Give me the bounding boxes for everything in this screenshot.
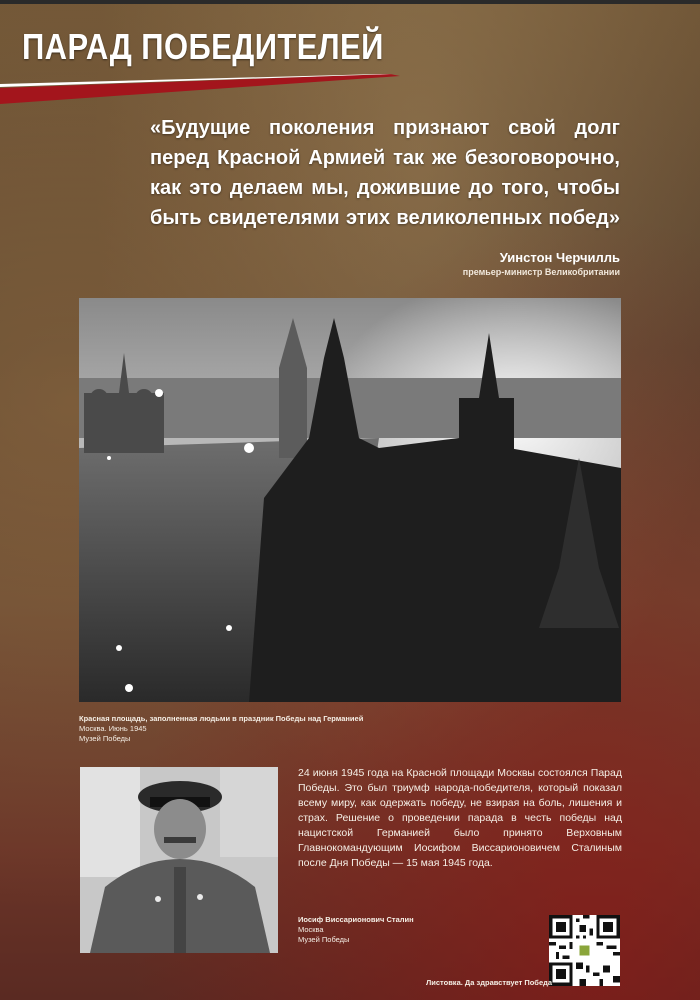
main-photo-caption (79, 714, 363, 744)
portrait-caption-title: Иосиф Виссарионович Сталин (298, 915, 414, 924)
quote-author-name: Уинстон Черчилль (499, 250, 620, 265)
portrait-caption (298, 915, 414, 945)
portrait-caption-place: Москва (298, 925, 324, 934)
red-square-photo (79, 298, 621, 702)
page-title: ПАРАД ПОБЕДИТЕЛЕЙ (22, 26, 384, 67)
portrait-caption-source: Музей Победы (298, 935, 350, 944)
qr-code[interactable] (549, 915, 620, 986)
main-photo-caption-source: Музей Победы (79, 734, 131, 743)
stalin-portrait-photo (80, 767, 278, 953)
top-border (0, 0, 700, 4)
main-photo-caption-title: Красная площадь, заполненная людьми в праздник Победы над Германией (79, 714, 364, 723)
main-photo-caption-place-date: Москва. Июнь 1945 (79, 724, 147, 733)
footer-note: Листовка. Да здравствует Победа (426, 978, 553, 987)
quote-author-role: премьер-министр Великобритании (462, 267, 620, 277)
churchill-quote: «Будущие поколения признают свой долг перед Красной Армией так же безоговорочно, как это делаем мы, дожившие до того, чтобы быть свидетелями этих великолепных побед» (150, 117, 620, 229)
title-ribbon (0, 74, 400, 104)
parade-description: 24 июня 1945 года на Красной площади Москвы состоялся Парад Победы. Это был триумф народа-победителя, который показал всему миру, как одержать победу, не взирая на боль, лишения и страх. Решение о проведении парада в честь победы над нацистской Германией было принято Верховным Главнокомандующим Иосифом Виссарионовичем Сталиным после Дня Победы — 15 мая 1945 года. (298, 767, 622, 869)
